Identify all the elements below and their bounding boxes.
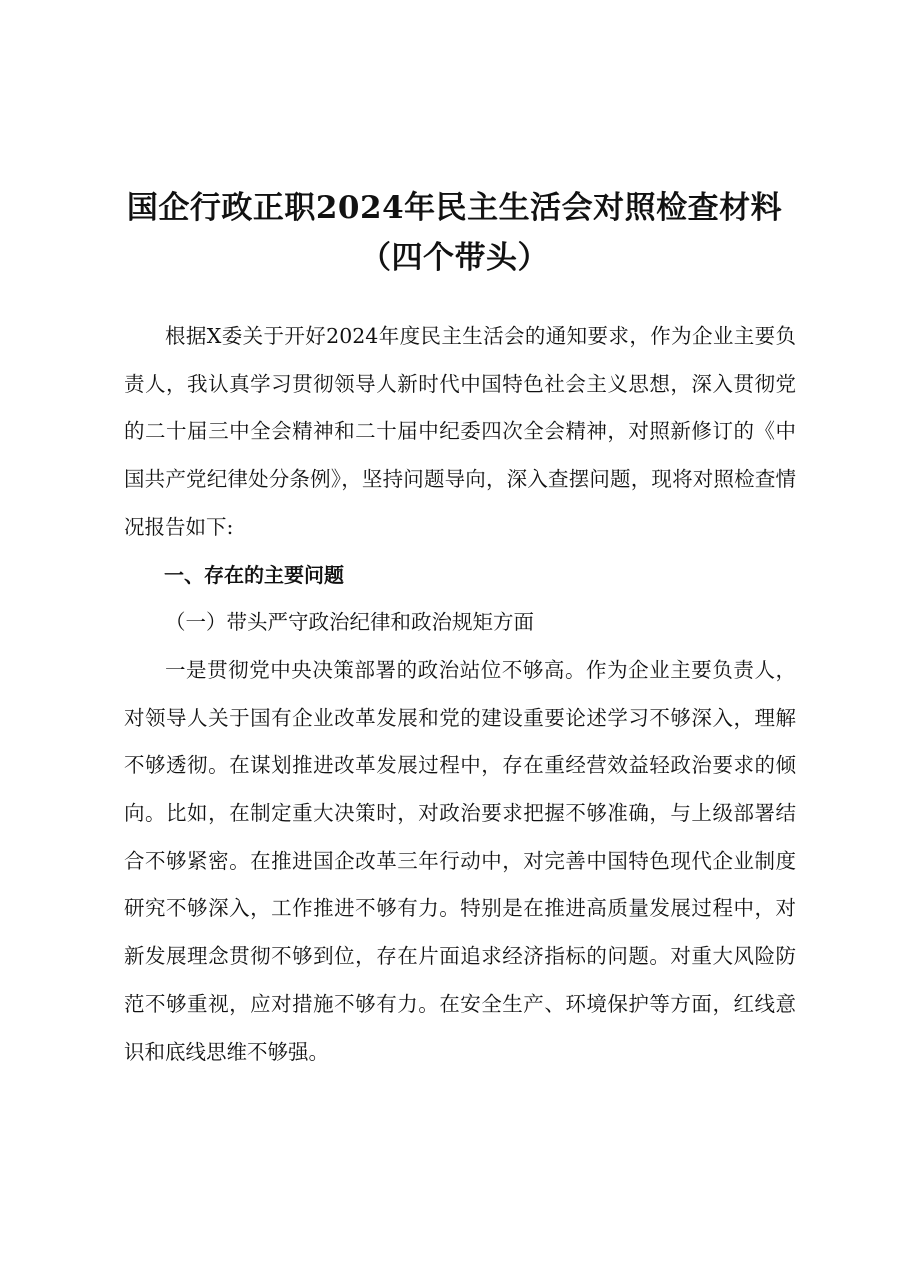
title-line-main: 国企行政正职2024年民主生活会对照检查材料 <box>126 190 783 226</box>
paragraph-political-standing: 一是贯彻党中央决策部署的政治站位不够高。作为企业主要负责人，对领导人关于国有企业改革发展和党的建设重要论述学习不够深入，理解不够透彻。在谋划推进改革发展过程中，存在重经营效益轻政治要求的倾向。比如，在制定重大决策时，对政治要求把握不够准确，与上级部署结合不够紧密。在推进国企改革三年行动中，对完善中国特色现代企业制度研究不够深入，工作推进不够有力。特别是在推进高质量发展过程中，对新发展理念贯彻不够到位，存在片面追求经济指标的问题。对重大风险防范不够重视，应对措施不够有力。在安全生产、环境保护等方面，红线意识和底线思维不够强。 <box>124 657 796 1064</box>
intro-paragraph: 根据X委关于开好2024年度民主生活会的通知要求，作为企业主要负责人，我认真学习贯彻领导人新时代中国特色社会主义思想，深入贯彻党的二十届三中全会精神和二十届中纪委四次全会精神，对照新修订的《中国共产党纪律处分条例》，坚持问题导向，深入查摆问题，现将对照检查情况报告如下: <box>124 324 796 539</box>
document-body <box>124 313 796 1076</box>
subsection-heading-political-discipline: （一）带头严守政治纪律和政治规矩方面 <box>165 610 534 635</box>
title-line-sub: （四个带头） <box>360 240 549 276</box>
document-title <box>100 183 809 283</box>
section-heading-problems: 一、存在的主要问题 <box>164 562 344 587</box>
